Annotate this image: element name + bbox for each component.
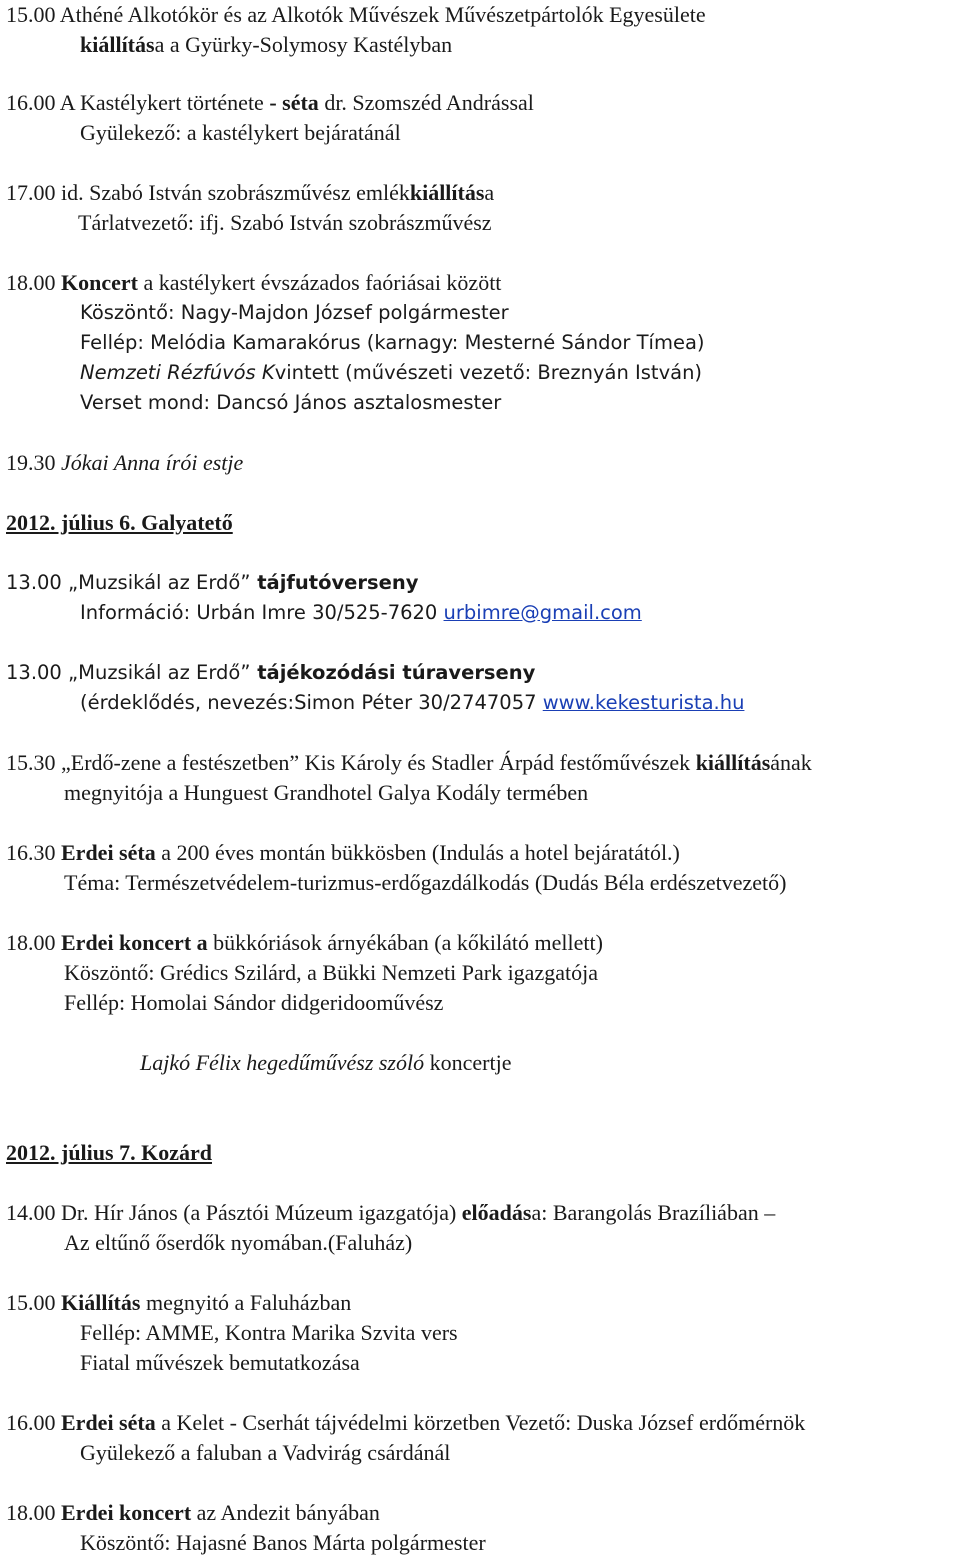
event-text: a kastélykert évszázados faóriásai között bbox=[137, 270, 502, 295]
event-time: 15.00 bbox=[6, 1290, 61, 1315]
website-link[interactable]: www.kekesturista.hu bbox=[542, 691, 745, 714]
event-text: 17.00 id. Szabó István szobrászművész emlék bbox=[6, 180, 410, 205]
event-text: a a Gyürky-Solymosy Kastélyban bbox=[154, 32, 453, 57]
event-time: 16.30 bbox=[6, 840, 61, 865]
event-time: 13.00 bbox=[6, 661, 69, 684]
event-detail: Fellép: Melódia Kamarakórus (karnagy: Mesterné Sándor Tímea) bbox=[80, 331, 705, 354]
event-text: ának bbox=[770, 750, 812, 775]
event-line bbox=[6, 928, 603, 958]
event-text: a bbox=[484, 180, 495, 205]
event-line bbox=[6, 0, 706, 30]
event-detail bbox=[140, 1048, 511, 1078]
performer-name: Lajkó Félix hegedűművész szóló bbox=[140, 1050, 425, 1075]
event-text: a: Barangolás Brazíliában – bbox=[531, 1200, 776, 1225]
date-heading: 2012. július 6. Galyatető bbox=[6, 510, 233, 535]
event-time: 13.00 bbox=[6, 571, 69, 594]
event-line bbox=[6, 268, 501, 298]
event-line bbox=[6, 1288, 351, 1318]
event-detail bbox=[80, 598, 642, 628]
event-keyword: Erdei koncert a bbox=[61, 930, 208, 955]
event-line bbox=[6, 178, 494, 208]
event-keyword: tájékozódási túraverseny bbox=[250, 661, 536, 684]
event-keyword: Erdei séta bbox=[61, 840, 156, 865]
event-detail bbox=[80, 688, 744, 718]
event-text: (érdeklődés, nevezés:Simon Péter 30/2747057 bbox=[80, 691, 543, 714]
event-detail: Fellép: Homolai Sándor didgeridooművész bbox=[64, 990, 444, 1015]
event-detail: Téma: Természetvédelem-turizmus-erdőgazdálkodás (Dudás Béla erdészetvezető) bbox=[64, 870, 787, 895]
event-time: 16.00 bbox=[6, 1410, 61, 1435]
event-time: 18.00 bbox=[6, 930, 61, 955]
event-line bbox=[6, 1408, 805, 1438]
email-link[interactable]: urbimre@gmail.com bbox=[443, 601, 642, 624]
event-line bbox=[6, 748, 812, 778]
event-time: 18.00 bbox=[6, 270, 61, 295]
event-text: 15.30 „Erdő-zene a festészetben” Kis Károly és Stadler Árpád festőművészek bbox=[6, 750, 696, 775]
event-time: 18.00 bbox=[6, 1500, 61, 1525]
event-detail: Köszöntő: Hajasné Banos Márta polgármester bbox=[80, 1530, 486, 1555]
event-text: Athéné Alkotókör és az Alkotók Művészek Művészetpártolók Egyesülete bbox=[59, 2, 706, 27]
event-text: vintett (művészeti vezető: Breznyán István) bbox=[274, 361, 703, 384]
event-keyword: Erdei koncert bbox=[61, 1500, 192, 1525]
event-time: 19.30 bbox=[6, 450, 61, 475]
event-text: a Kelet - Cserhát tájvédelmi körzetben Vezető: Duska József erdőmérnök bbox=[155, 1410, 806, 1435]
event-detail: Köszöntő: Grédics Szilárd, a Bükki Nemzeti Park igazgatója bbox=[64, 960, 598, 985]
event-line bbox=[6, 658, 535, 688]
event-keyword: - séta bbox=[269, 90, 319, 115]
event-line bbox=[6, 568, 418, 598]
event-keyword: kiállítás bbox=[409, 180, 485, 205]
event-keyword: kiállítás bbox=[80, 32, 155, 57]
event-text: dr. Szomszéd Andrással bbox=[318, 90, 534, 115]
event-time: 15.00 bbox=[6, 2, 60, 27]
event-text: 14.00 Dr. Hír János (a Pásztói Múzeum igazgatója) bbox=[6, 1200, 462, 1225]
event-detail: Tárlatvezető: ifj. Szabó István szobrászművész bbox=[78, 210, 492, 235]
event-keyword: előadás bbox=[461, 1200, 532, 1225]
ensemble-name: Nemzeti Rézfúvós K bbox=[80, 361, 275, 384]
event-detail: megnyitója a Hunguest Grandhotel Galya Kodály termében bbox=[64, 780, 589, 805]
event-text: megnyitó a Faluházban bbox=[140, 1290, 352, 1315]
event-text: Jókai Anna írói estje bbox=[61, 450, 244, 475]
event-text: az Andezit bányában bbox=[191, 1500, 380, 1525]
event-detail: Verset mond: Dancsó János asztalosmester bbox=[80, 391, 502, 414]
event-detail bbox=[80, 358, 702, 388]
event-detail: Fiatal művészek bemutatkozása bbox=[80, 1350, 360, 1375]
event-text: bükkóriások árnyékában (a kőkilátó mellett) bbox=[207, 930, 603, 955]
event-text: 16.00 A Kastélykert története bbox=[6, 90, 270, 115]
date-heading: 2012. július 7. Kozárd bbox=[6, 1140, 212, 1165]
event-line bbox=[6, 1498, 380, 1528]
event-detail: Gyülekező a faluban a Vadvirág csárdánál bbox=[80, 1440, 451, 1465]
event-text: Információ: Urbán Imre 30/525-7620 bbox=[80, 601, 444, 624]
event-keyword: tájfutóverseny bbox=[250, 571, 419, 594]
event-keyword: Kiállítás bbox=[61, 1290, 141, 1315]
event-text: „Muzsikál az Erdő” bbox=[68, 661, 251, 684]
event-detail: Gyülekező: a kastélykert bejáratánál bbox=[80, 120, 401, 145]
event-line bbox=[6, 1198, 775, 1228]
event-text: koncertje bbox=[424, 1050, 512, 1075]
event-keyword: Erdei séta bbox=[61, 1410, 156, 1435]
event-detail: Köszöntő: Nagy-Majdon József polgármester bbox=[80, 301, 509, 324]
event-line bbox=[80, 30, 452, 60]
event-keyword: kiállítás bbox=[695, 750, 771, 775]
event-detail: Fellép: AMME, Kontra Marika Szvita vers bbox=[80, 1320, 458, 1345]
event-text: a 200 éves montán bükkösben (Indulás a hotel bejáratától.) bbox=[155, 840, 680, 865]
event-line bbox=[6, 88, 534, 118]
event-line bbox=[6, 448, 243, 478]
event-keyword: Koncert bbox=[61, 270, 138, 295]
event-line bbox=[6, 838, 680, 868]
event-text: „Muzsikál az Erdő” bbox=[68, 571, 251, 594]
event-detail: Az eltűnő őserdők nyomában.(Faluház) bbox=[64, 1230, 413, 1255]
